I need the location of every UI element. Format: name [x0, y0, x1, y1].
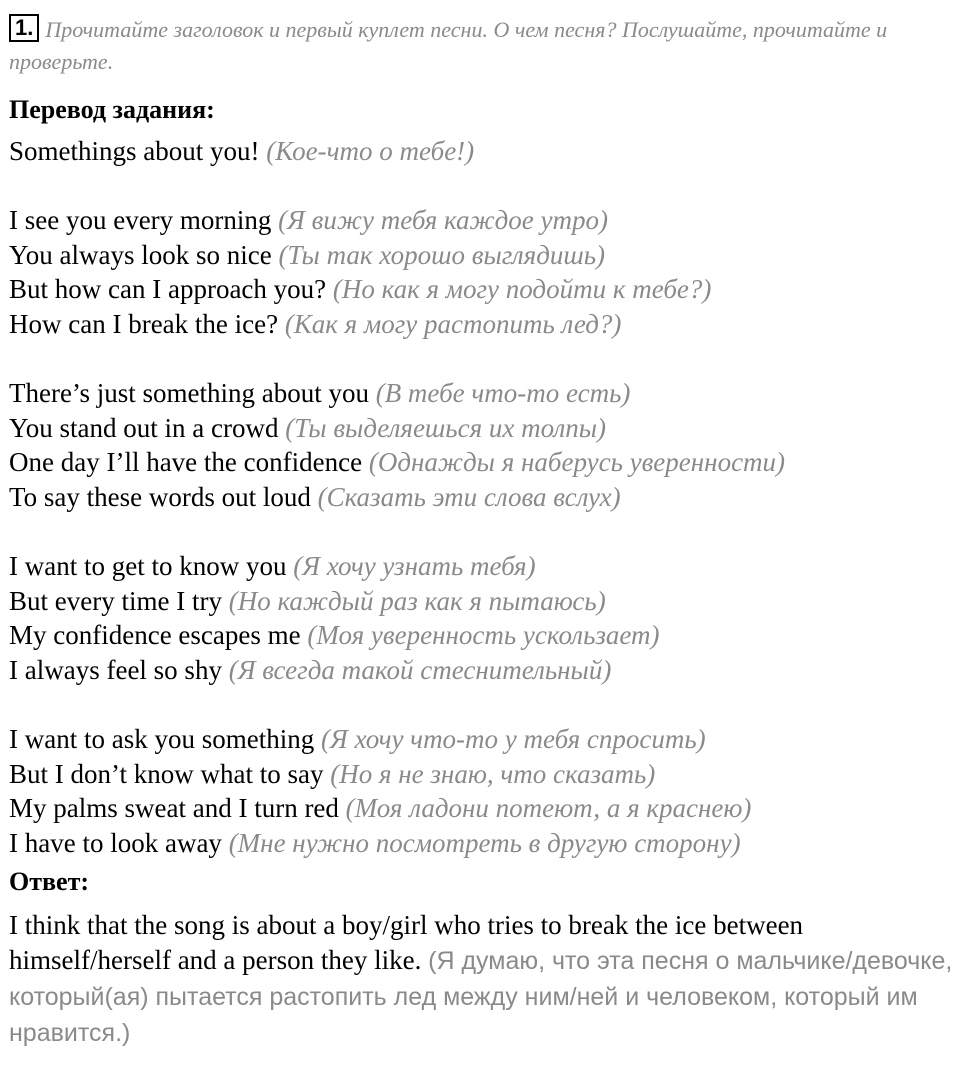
lyric-en: But every time I try — [9, 585, 222, 616]
stanza-1 — [9, 203, 954, 341]
lyric-en: But how can I approach you? — [9, 274, 327, 305]
lyric-en: My palms sweat and I turn red — [9, 793, 339, 824]
stanza-gap — [9, 688, 954, 723]
lyric-ru: (Я вижу тебя каждое утро) — [278, 205, 608, 236]
lyric-en: But I don’t know what to say — [9, 758, 324, 789]
lyric-ru: (Я хочу узнать тебя) — [293, 551, 536, 582]
lyric-ru: (В тебе что-то есть) — [375, 378, 631, 409]
lyric-ru: (Как я могу растопить лед?) — [284, 308, 622, 339]
lyric-line — [9, 480, 954, 515]
lyric-en: Somethings about you! — [9, 136, 260, 166]
lyric-line — [9, 757, 954, 792]
answer-en: I think that the song is about a boy/girl who tries to break the ice between himself/herself and a person they like. — [9, 910, 804, 976]
stanza-3 — [9, 549, 954, 687]
lyric-ru: (Я хочу что-то у тебя спросить) — [320, 724, 706, 755]
lyric-ru: (Но я не знаю, что сказать) — [330, 758, 656, 789]
task-number: 1. — [9, 14, 39, 42]
lyric-line — [9, 618, 954, 653]
lyric-en: I want to ask you something — [9, 724, 315, 755]
lyric-line — [9, 826, 954, 861]
lyric-en: My confidence escapes me — [9, 620, 301, 651]
lyric-ru: (Мне нужно посмотреть в другую сторону) — [228, 827, 741, 858]
lyric-en: One day I’ll have the confidence — [9, 447, 363, 478]
lyric-ru: (Однажды я наберусь уверенности) — [368, 447, 786, 478]
lyric-ru: (Моя ладони потеют, а я краснею) — [345, 793, 752, 824]
answer-ru: (Я думаю, что эта песня о мальчике/девочке, который(ая) пытается растопить лед между ним/ней и человеком, который им нравится.) — [9, 947, 953, 1048]
exercise-page — [9, 14, 954, 1051]
lyric-en: I want to get to know you — [9, 551, 287, 582]
lyric-line — [9, 411, 954, 446]
lyric-line — [9, 307, 954, 342]
lyric-en: I see you every morning — [9, 205, 272, 236]
task-text: Прочитайте заголовок и первый куплет песни. О чем песня? Послушайте, прочитайте и проверьте. — [9, 17, 888, 74]
lyric-ru: (Моя уверенность ускользает) — [307, 620, 660, 651]
answer-text — [9, 908, 954, 1051]
answer-heading: Ответ: — [9, 867, 90, 897]
lyric-line — [9, 549, 954, 584]
lyric-line — [9, 584, 954, 619]
lyric-en: You always look so nice — [9, 239, 272, 270]
lyric-ru: (Ты так хорошо выглядишь) — [278, 239, 606, 270]
lyric-en: I have to look away — [9, 827, 222, 858]
stanza-gap — [9, 169, 954, 204]
lyric-ru: (Я всегда такой стеснительный) — [228, 654, 612, 685]
lyric-line — [9, 445, 954, 480]
lyric-en: I always feel so shy — [9, 654, 222, 685]
lyric-line — [9, 238, 954, 273]
lyric-line — [9, 722, 954, 757]
lyric-en: There’s just something about you — [9, 378, 369, 409]
song-lyrics — [9, 134, 954, 860]
lyric-ru: (Сказать эти слова вслух) — [317, 481, 621, 512]
lyric-line — [9, 376, 954, 411]
stanza-2 — [9, 376, 954, 514]
task-instruction — [9, 14, 954, 78]
lyric-line — [9, 272, 954, 307]
lyric-en: How can I break the ice? — [9, 308, 279, 339]
stanza-gap — [9, 515, 954, 550]
lyric-ru: (Но каждый раз как я пытаюсь) — [228, 585, 606, 616]
lyric-en: To say these words out loud — [9, 481, 311, 512]
lyric-ru: (Но как я могу подойти к тебе?) — [332, 274, 712, 305]
stanza-gap — [9, 342, 954, 377]
translation-heading: Перевод задания: — [9, 95, 215, 124]
lyric-line — [9, 203, 954, 238]
stanza-4 — [9, 722, 954, 860]
lyric-line — [9, 653, 954, 688]
lyric-ru: (Кое-что о тебе!) — [266, 136, 475, 166]
song-title-line — [9, 134, 954, 169]
lyric-line — [9, 791, 954, 826]
lyric-ru: (Ты выделяешься их толпы) — [285, 412, 606, 443]
lyric-en: You stand out in a crowd — [9, 412, 279, 443]
